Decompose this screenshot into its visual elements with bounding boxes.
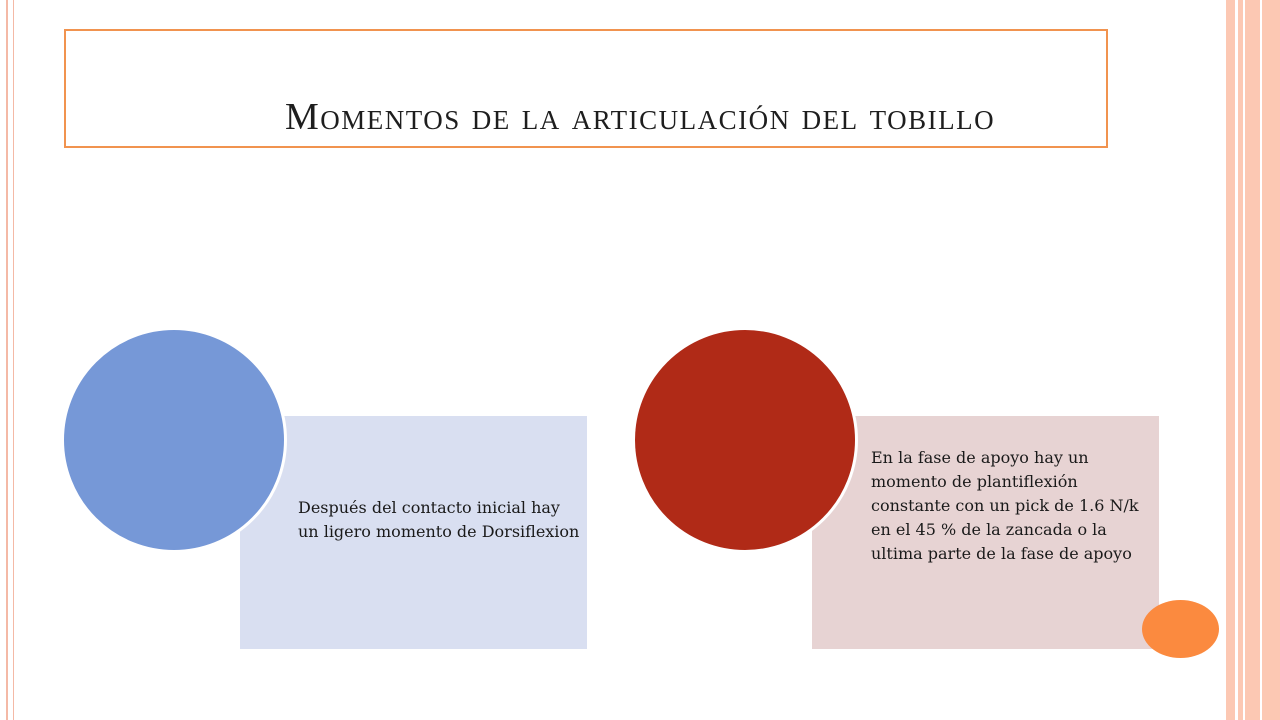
blue-circle xyxy=(61,327,287,553)
red-circle xyxy=(632,327,858,553)
text-panel-left xyxy=(240,416,587,649)
panel-left-text: Después del contacto inicial hay un ligero momento de Dorsiflexion xyxy=(298,498,580,541)
text-panel-right xyxy=(812,416,1159,649)
slide-title: Momentos de la articulación del tobillo xyxy=(284,96,996,138)
accent-circle xyxy=(1142,600,1219,658)
panel-right-text: En la fase de apoyo hay un momento de plantiflexión constante con un pick de 1.6 N/k en el 45 % de la zancada o la ultima parte de la fase de apoyo xyxy=(871,448,1139,563)
